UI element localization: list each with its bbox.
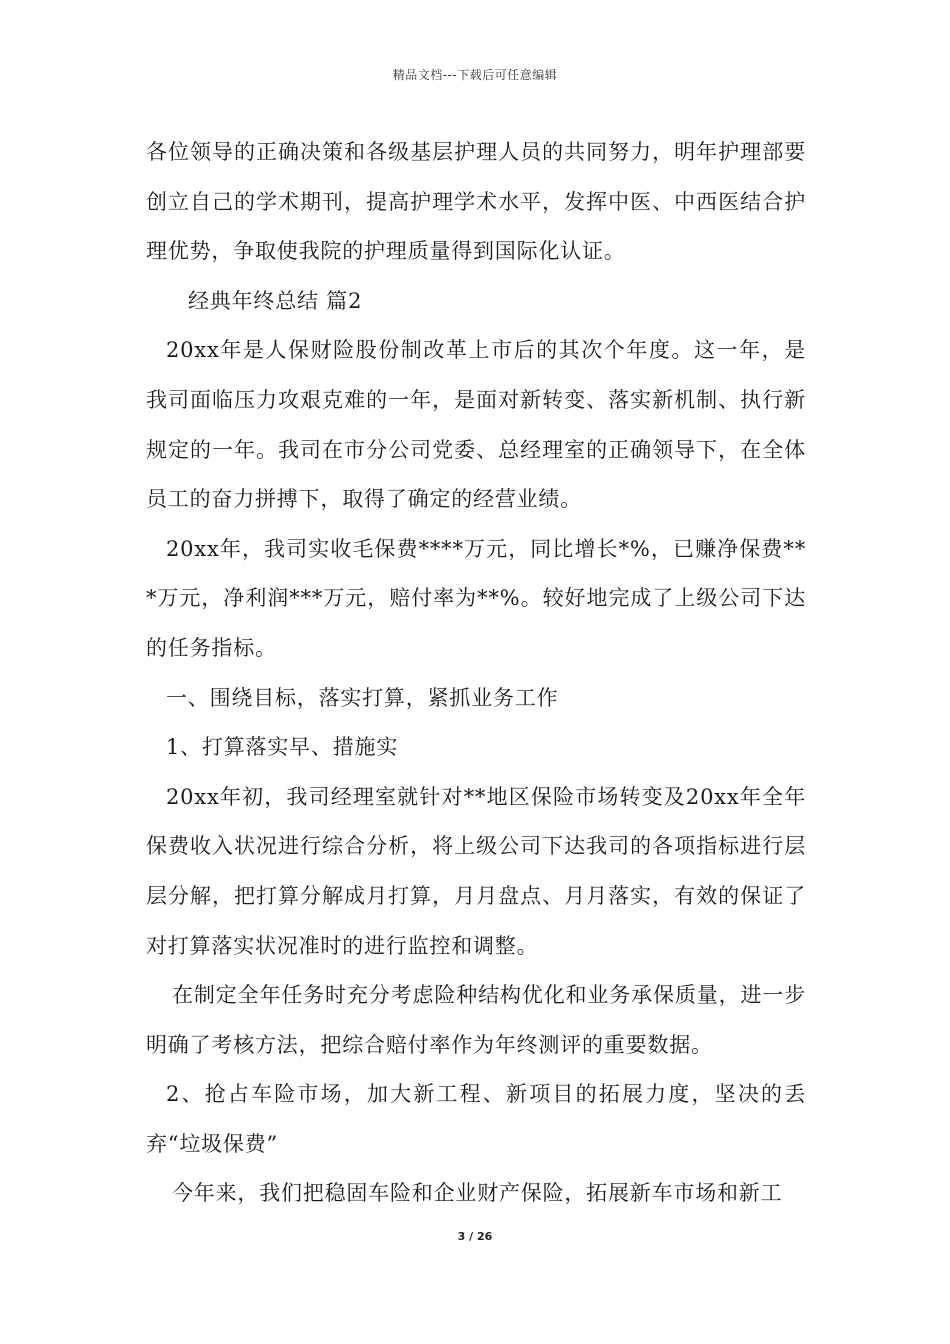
paragraph: 各位领导的正确决策和各级基层护理人员的共同努力，明年护理部要创立自己的学术期刊，提高护理学术水平，发挥中医、中西医结合护理优势，争取使我院的护理质量得到国际化认证。 xyxy=(146,140,806,264)
paragraph: 20xx年，我司实收毛保费****万元，同比增长*%，已赚净保费***万元，净利润***万元，赔付率为**%。较好地完成了上级公司下达的任务指标。 xyxy=(146,536,806,660)
paragraph: 今年来，我们把稳固车险和企业财产保险，拓展新车市场和新工 xyxy=(172,1181,783,1206)
paragraph: 20xx年初，我司经理室就针对**地区保险市场转变及20xx年全年保费收入状况进行综合分析，将上级公司下达我司的各项指标进行层层分解，把打算分解成月打算，月月盘点、月月落实，有效的保证了对打算落实状况准时的进行监控和调整。 xyxy=(146,784,806,958)
paragraph: 在制定全年任务时充分考虑险种结构优化和业务承保质量，进一步明确了考核方法，把综合赔付率作为年终测评的重要数据。 xyxy=(146,983,806,1057)
page-number: 3 / 26 xyxy=(457,1230,493,1243)
page-header: 精品文档---下载后可任意编辑 xyxy=(392,68,558,82)
document-body xyxy=(146,128,806,1219)
subheading: 一、围绕目标，落实打算，紧抓业务工作 xyxy=(166,685,559,710)
section-heading: 经典年终总结 篇2 xyxy=(188,288,363,313)
subheading: 1、打算落实早、措施实 xyxy=(166,735,399,760)
subheading: 2、抢占车险市场，加大新工程、新项目的拓展力度，坚决的丢弃“垃圾保费” xyxy=(146,1082,806,1156)
paragraph: 20xx年是人保财险股份制改革上市后的其次个年度。这一年，是我司面临压力攻艰克难的一年，是面对新转变、落实新机制、执行新规定的一年。我司在市分公司党委、总经理室的正确领导下，在全体员工的奋力拼搏下，取得了确定的经营业绩。 xyxy=(146,338,806,512)
